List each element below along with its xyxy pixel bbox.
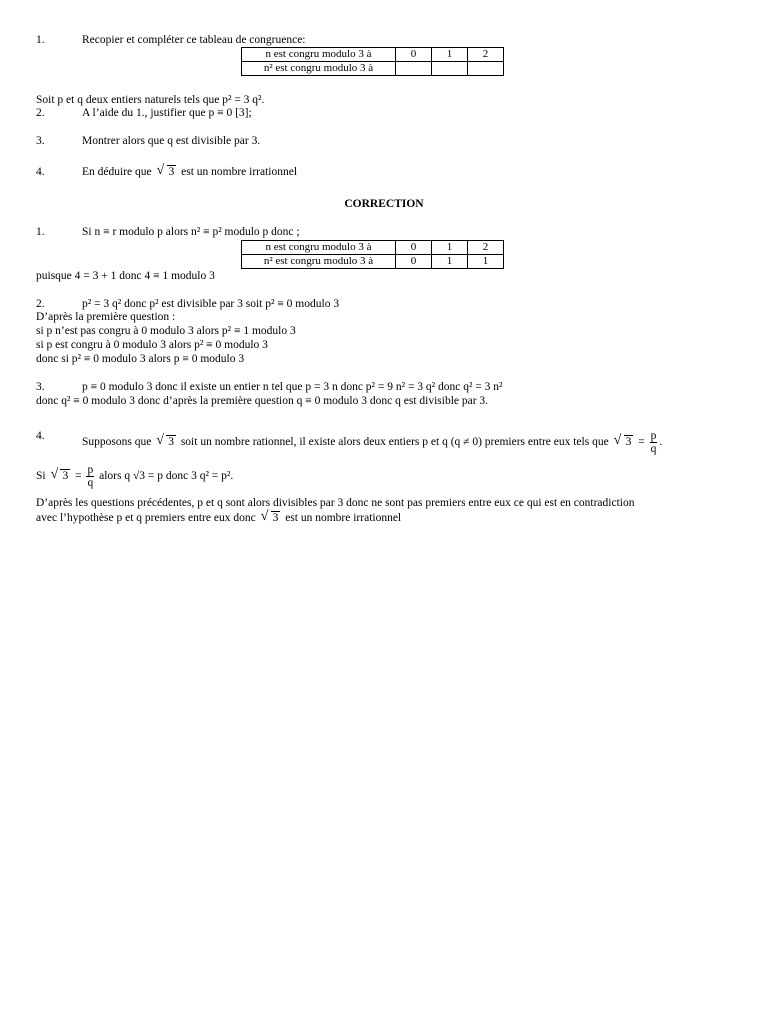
table-row-label: n est congru modulo 3 à [242, 48, 396, 62]
q3-text: Montrer alors que q est divisible par 3. [82, 135, 261, 147]
q2-text: A l’aide du 1., justifier que p ≡ 0 [3]; [82, 107, 252, 119]
fraction-denominator: q [87, 477, 94, 489]
c2-line3: si p n’est pas congru à 0 modulo 3 alors p² ≡ 1 modulo 3 [36, 325, 296, 337]
table-cell: 1 [468, 255, 504, 269]
q2-number: 2. [36, 107, 45, 119]
c4-para2-after: est un nombre irrationnel [285, 512, 402, 524]
c4-line1: Supposons que √ 3 soit un nombre rationnel, il existe alors deux entiers p et q (q ≠ 0) premiers entre eux tels que √ 3 = $\frac{p}{q}$ . [82, 430, 663, 455]
q4-text-after: est un nombre irrationnel [181, 166, 298, 178]
sqrt-radicand: 3 [168, 166, 175, 178]
c4-part2: soit un nombre rationnel, il existe alors deux entiers p et q (q ≠ 0) premiers entre eux tels que [180, 436, 609, 449]
table-cell: 1 [432, 255, 468, 269]
correction-c4 [36, 430, 732, 454]
q4-line [82, 163, 298, 179]
q4-number: 4. [36, 166, 45, 178]
table-row [242, 241, 504, 255]
sqrt-symbol: √ 3 [156, 433, 174, 449]
q1-text: Recopier et compléter ce tableau de congruence: [82, 34, 306, 46]
c2-line1: p² = 3 q² donc p² est divisible par 3 soit p² ≡ 0 modulo 3 [82, 298, 340, 310]
equals-sign: = [75, 470, 82, 483]
sqrt-radicand: 3 [168, 436, 174, 449]
exercise-q1 [36, 34, 732, 47]
fraction-numerator: p [650, 430, 657, 442]
q1-number: 1. [36, 34, 45, 46]
fraction [86, 464, 94, 489]
table-cell-empty [396, 62, 432, 76]
fraction-denominator: q [650, 443, 657, 455]
table-row [242, 255, 504, 269]
table-cell: 0 [396, 255, 432, 269]
correction-title: CORRECTION [344, 198, 424, 210]
table-cell: 0 [396, 48, 432, 62]
fraction-numerator: p [87, 464, 94, 476]
q4-text-before: En déduire que [82, 166, 152, 178]
c1-note: puisque 4 = 3 + 1 donc 4 ≡ 1 modulo 3 [36, 270, 215, 282]
table-row [242, 48, 504, 62]
correction-congruence-table [241, 240, 504, 269]
c2-line4: si p est congru à 0 modulo 3 alors p² ≡ 0 modulo 3 [36, 339, 268, 351]
table-cell: 1 [432, 48, 468, 62]
sqrt-symbol: √ 3 [260, 509, 279, 524]
table-cell: 1 [432, 241, 468, 255]
equals-sign: = [638, 436, 645, 449]
q3-number: 3. [36, 135, 45, 147]
sqrt-radicand: 3 [272, 512, 279, 524]
c1-text: Si n ≡ r modulo p alors n² ≡ p² modulo p donc ; [82, 226, 300, 238]
fraction [650, 430, 658, 455]
table-cell: 2 [468, 241, 504, 255]
sqrt-radicand: 3 [62, 470, 69, 483]
c2-line2: D’après la première question : [36, 311, 176, 323]
document-page [36, 34, 732, 524]
exercise-congruence-table [241, 47, 504, 76]
c4-si: Si [36, 470, 46, 483]
table-cell: 2 [468, 48, 504, 62]
table-row-label: n² est congru modulo 3 à [242, 255, 396, 269]
c4-line2-rest: q √3 = p donc 3 q² = p². [124, 470, 234, 483]
c3-line1: p ≡ 0 modulo 3 donc il existe un entier n tel que p = 3 n donc p² = 9 n² = 3 q² donc q² = 3 n² [82, 381, 503, 393]
c1-number: 1. [36, 226, 45, 238]
table-row [242, 62, 504, 76]
sqrt-radicand: 3 [625, 436, 632, 449]
c2-line5: donc si p² ≡ 0 modulo 3 alors p ≡ 0 modulo 3 [36, 353, 245, 365]
exercise-intro: Soit p et q deux entiers naturels tels que p² = 3 q². [36, 94, 265, 106]
table-cell: 0 [396, 241, 432, 255]
sqrt-symbol: √ 3 [50, 467, 69, 483]
c4-para2 [36, 509, 402, 525]
c4-line2 [36, 464, 732, 488]
c4-para2-before: avec l’hypothèse p et q premiers entre eux donc [36, 512, 256, 524]
c4-alors: alors [99, 470, 122, 483]
table-cell-empty [468, 62, 504, 76]
table-cell-empty [432, 62, 468, 76]
c4-para1: D’après les questions précédentes, p et q sont alors divisibles par 3 donc ne sont pas premiers entre eux ce qui est en contradiction [36, 497, 635, 509]
c2-number: 2. [36, 298, 45, 310]
table-row-label: n est congru modulo 3 à [242, 241, 396, 255]
sqrt-symbol: √ 3 [156, 163, 175, 178]
c4-number: 4. [36, 430, 45, 442]
c3-line2: donc q² ≡ 0 modulo 3 donc d’après la première question q ≡ 0 modulo 3 donc q est divisible par 3. [36, 395, 489, 407]
sqrt-symbol: √ 3 [613, 433, 632, 449]
table-row-label: n² est congru modulo 3 à [242, 62, 396, 76]
c3-number: 3. [36, 381, 45, 393]
c4-part1: Supposons que [82, 436, 152, 449]
